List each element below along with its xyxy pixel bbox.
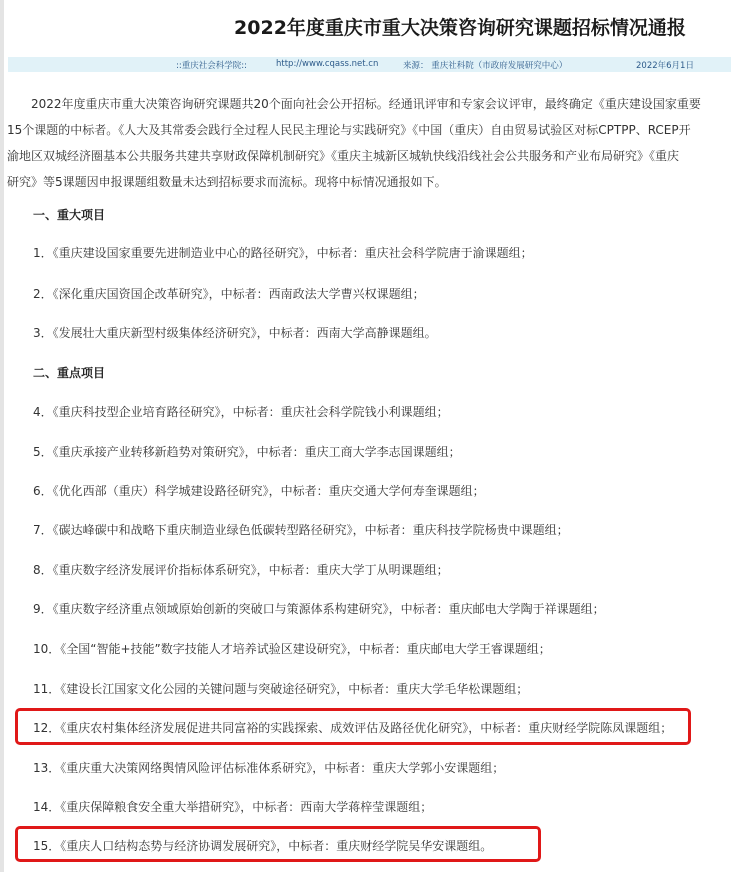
- project-item: 14．《重庆保障粮食安全重大举措研究》，中标者：西南大学蒋梓莹课题组；: [33, 800, 433, 814]
- intro-line: 渝地区双城经济圈基本公共服务共建共享财政保障机制研究》《重庆主城新区城轨快线沿线社会公共服务和产业布局研究》《重庆: [7, 149, 680, 163]
- article-meta-bar: [8, 57, 731, 72]
- project-item: 1．《重庆建设国家重要先进制造业中心的路径研究》，中标者：重庆社会科学院唐于渝课题组；: [33, 246, 533, 260]
- intro-line: 2022年度重庆市重大决策咨询研究课题共20个面向社会公开招标。经通讯评审和专家会议评审，最终确定《重庆建设国家重要: [7, 97, 701, 111]
- project-item-highlighted: 12．《重庆农村集体经济发展促进共同富裕的实践探索、成效评估及路径优化研究》，中标者：重庆财经学院陈凤课题组；: [33, 721, 673, 735]
- section-heading-key: 二、重点项目: [33, 366, 106, 380]
- highlight-box-item-15: [15, 826, 541, 862]
- project-item: 5．《重庆承接产业转移新趋势对策研究》，中标者：重庆工商大学李志国课题组；: [33, 445, 461, 459]
- page-title: 2022年度重庆市重大决策咨询研究课题招标情况通报: [234, 17, 686, 39]
- project-item: 10．《全国“智能+技能”数字技能人才培养试验区建设研究》，中标者：重庆邮电大学王睿课题组；: [33, 642, 551, 656]
- project-item: 11．《建设长江国家文化公园的关键问题与突破途径研究》，中标者：重庆大学毛华松课题组；: [33, 682, 529, 696]
- project-item: 7．《碳达峰碳中和战略下重庆制造业绿色低碳转型路径研究》，中标者：重庆科技学院杨贵中课题组；: [33, 523, 569, 537]
- project-item: 6．《优化西部（重庆）科学城建设路径研究》，中标者：重庆交通大学何寿奎课题组；: [33, 484, 485, 498]
- highlight-box-item-12: [15, 708, 691, 745]
- meta-site-name: ::重庆社会科学院::: [176, 61, 247, 71]
- meta-source: 来源： 重庆社科院（市政府发展研究中心）: [403, 61, 568, 71]
- section-heading-major: 一、重大项目: [33, 208, 106, 222]
- project-item: 9．《重庆数字经济重点领域原始创新的突破口与策源体系构建研究》，中标者：重庆邮电大学陶于祥课题组；: [33, 602, 605, 616]
- project-item: 3．《发展壮大重庆新型村级集体经济研究》，中标者：西南大学高静课题组。: [33, 326, 437, 340]
- project-item: 2．《深化重庆国资国企改革研究》，中标者：西南政法大学曹兴权课题组；: [33, 287, 425, 301]
- project-item: 13．《重庆重大决策网络舆情风险评估标准体系研究》，中标者：重庆大学郭小安课题组；: [33, 761, 505, 775]
- intro-line: 研究》等5课题因申报课题组数量未达到招标要求而流标。现将中标情况通报如下。: [7, 175, 447, 189]
- left-page-border: [0, 0, 4, 872]
- meta-site-url[interactable]: http://www.cqass.net.cn: [276, 59, 379, 69]
- project-item: 8．《重庆数字经济发展评价指标体系研究》，中标者：重庆大学丁从明课题组；: [33, 563, 449, 577]
- meta-date: 2022年6月1日: [636, 61, 694, 71]
- project-item-highlighted: 15．《重庆人口结构态势与经济协调发展研究》，中标者：重庆财经学院吴华安课题组。: [33, 839, 493, 853]
- intro-paragraph: [7, 91, 731, 195]
- intro-line: 15个课题的中标者。《人大及其常委会践行全过程人民民主理论与实践研究》《中国（重庆）自由贸易试验区对标CPTPP、RCEP开: [7, 123, 691, 137]
- project-item: 4．《重庆科技型企业培育路径研究》，中标者：重庆社会科学院钱小利课题组；: [33, 405, 449, 419]
